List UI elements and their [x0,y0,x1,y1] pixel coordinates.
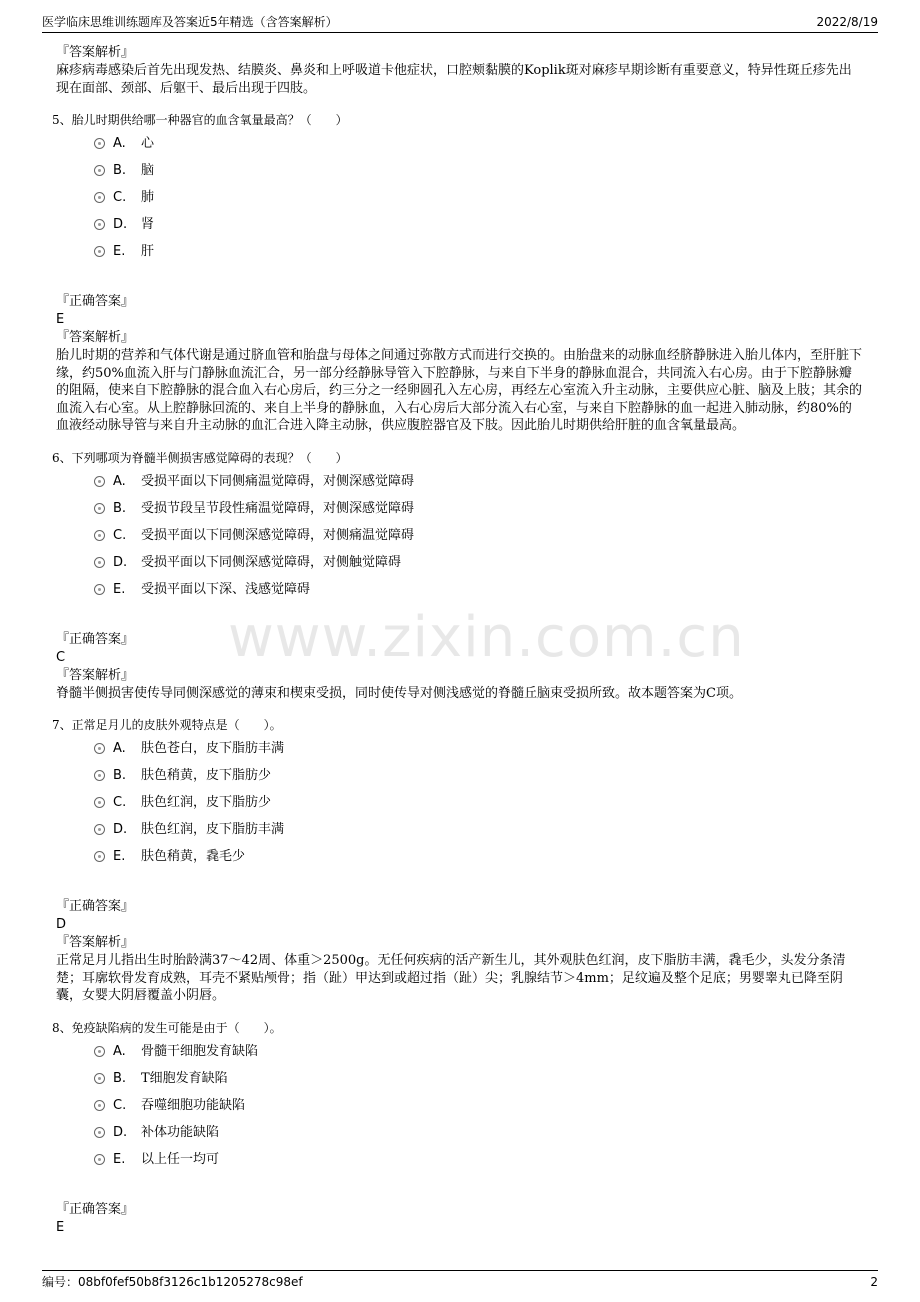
option-item[interactable] [94,242,862,269]
option-text: 受损平面以下同侧深感觉障碍，对侧触觉障碍 [141,554,402,570]
option-item[interactable] [94,472,862,499]
option-item[interactable] [94,820,862,847]
option-letter: A. [113,1043,126,1059]
option-item[interactable] [94,580,862,607]
analysis-text: 麻疹病毒感染后首先出现发热、结膜炎、鼻炎和上呼吸道卡他症状，口腔颊黏膜的Koplik斑对麻疹早期诊断有重要意义，特异性斑丘疹先出现在面部、颈部、后躯干、最后出现于四肢。 [56,63,852,96]
option-letter: B. [113,163,127,178]
option-letter: A. [113,741,126,756]
question-block [52,716,862,1019]
question-stem: 6、下列哪项为脊髓半侧损害感觉障碍的表现？（ ） [52,450,348,465]
radio-button-icon[interactable] [94,138,105,149]
option-text: 肾 [141,217,155,232]
radio-button-icon[interactable] [94,584,105,595]
correct-answer-value: E [56,312,65,327]
question-block [52,111,863,449]
watermark: www.zixin.com.cn [228,605,745,670]
correct-answer-value: C [56,649,66,665]
option-text: 受损平面以下同侧痛温觉障碍，对侧深感觉障碍 [141,473,415,489]
option-item[interactable] [94,134,862,161]
analysis-text: 正常足月儿指出生时胎龄满37～42周、体重＞2500g。无任何疾病的活产新生儿，其外观肤色红润，皮下脂肪丰满，毳毛少，头发分条清楚；耳廓软骨发育成熟，耳壳不紧贴颅骨；指（趾）甲达到或超过指（趾）尖；乳腺结节＞4mm；足纹遍及整个足底；男婴睾丸已降至阴囊，女婴大阴唇覆盖小阴唇。 [56,953,846,1003]
radio-button-icon[interactable] [94,503,105,514]
option-letter: D. [113,1124,128,1140]
option-item[interactable] [94,161,862,188]
option-text: 受损平面以下同侧深感觉障碍，对侧痛温觉障碍 [141,527,415,543]
question-stem: 8、免疫缺陷病的发生可能是由于（ ）。 [52,1020,282,1035]
option-item[interactable] [94,739,862,766]
radio-button-icon[interactable] [94,1154,105,1165]
option-letter: E. [113,849,126,864]
page-number: 2 [870,1275,878,1289]
option-item[interactable] [94,1069,862,1096]
radio-button-icon[interactable] [94,557,105,568]
option-text: 肤色稍黄，皮下脂肪少 [141,768,272,783]
option-text: 肝 [141,244,155,259]
document-title: 医学临床思维训练题库及答案近5年精选（含答案解析） [42,15,338,29]
radio-button-icon[interactable] [94,851,105,862]
question-block [52,449,862,717]
option-item[interactable] [94,1096,862,1123]
correct-answer-label: 『正确答案』 [56,294,135,309]
option-text: 骨髓干细胞发育缺陷 [141,1043,259,1059]
correct-answer-label: 『正确答案』 [56,1201,135,1217]
option-text: 肤色红润，皮下脂肪丰满 [141,822,285,837]
option-list [94,472,862,607]
radio-button-icon[interactable] [94,476,105,487]
analysis-label: 『答案解析』 [56,667,135,683]
option-list [94,739,862,874]
option-text: 心 [141,136,155,151]
option-letter: E. [113,1151,126,1167]
radio-button-icon[interactable] [94,192,105,203]
option-item[interactable] [94,766,862,793]
option-item[interactable] [94,526,862,553]
option-item[interactable] [94,793,862,820]
option-letter: C. [113,190,127,205]
correct-answer-label: 『正确答案』 [56,631,135,647]
radio-button-icon[interactable] [94,165,105,176]
correct-answer-value: D [56,917,67,932]
radio-button-icon[interactable] [94,219,105,230]
radio-button-icon[interactable] [94,530,105,541]
option-text: 受损平面以下深、浅感觉障碍 [141,581,311,597]
radio-button-icon[interactable] [94,770,105,781]
option-item[interactable] [94,188,862,215]
option-letter: B. [113,500,127,516]
option-item[interactable] [94,215,862,242]
analysis-text: 脊髓半侧损害使传导同侧深感觉的薄束和楔束受损，同时使传导对侧浅感觉的脊髓丘脑束受损所致。故本题答案为C项。 [56,685,742,701]
document-date: 2022/8/19 [816,15,878,29]
option-text: 肤色苍白，皮下脂肪丰满 [141,741,285,756]
option-text: T细胞发育缺陷 [141,1070,228,1086]
option-text: 肤色稍黄，毳毛少 [141,849,246,864]
radio-button-icon[interactable] [94,1046,105,1057]
correct-answer-label: 『正确答案』 [56,899,135,914]
option-letter: D. [113,822,128,837]
option-text: 以上任一均可 [141,1151,220,1167]
option-letter: D. [113,217,128,232]
option-letter: C. [113,795,127,810]
option-letter: C. [113,527,127,543]
option-letter: E. [113,244,126,259]
option-list [94,134,862,269]
question-block [52,1019,862,1237]
analysis-label: 『答案解析』 [56,935,135,950]
option-letter: C. [113,1097,127,1113]
option-letter: D. [113,554,128,570]
question-stem: 5、胎儿时期供给哪一种器官的血含氧量最高？（ ） [52,113,348,127]
analysis-label: 『答案解析』 [56,45,135,60]
radio-button-icon[interactable] [94,743,105,754]
page-footer [42,1270,878,1291]
option-letter: E. [113,581,126,597]
radio-button-icon[interactable] [94,797,105,808]
document-code: 编号：08bf0fef50b8f3126c1b1205278c98ef [42,1275,303,1289]
document-body [52,44,863,1237]
option-list [94,1042,862,1177]
option-letter: B. [113,1070,127,1086]
correct-answer-value: E [56,1219,65,1235]
option-item[interactable] [94,1150,862,1177]
radio-button-icon[interactable] [94,1127,105,1138]
question-stem: 7、正常足月儿的皮肤外观特点是（ ）。 [52,718,282,732]
option-letter: B. [113,768,127,783]
radio-button-icon[interactable] [94,246,105,257]
analysis-label: 『答案解析』 [56,330,135,345]
option-item[interactable] [94,499,862,526]
option-text: 吞噬细胞功能缺陷 [141,1097,246,1113]
radio-button-icon[interactable] [94,1100,105,1111]
option-text: 受损节段呈节段性痛温觉障碍，对侧深感觉障碍 [141,500,415,516]
option-text: 补体功能缺陷 [141,1124,220,1140]
option-item[interactable] [94,1042,862,1069]
page-header [42,12,878,33]
analysis-text: 胎儿时期的营养和气体代谢是通过脐血管和胎盘与母体之间通过弥散方式而进行交换的。由胎盘来的动脉血经脐静脉进入胎儿体内，至肝脏下缘，约50%血流入肝与门静脉血流汇合，另一部分经静脉导管入下腔静脉，与来自下半身的静脉血混合，共同流入右心房。由于下腔静脉瓣的阻隔，使来自下腔静脉的混合血入右心房后，约三分之一经卵圆孔入左心房，再经左心室流入升主动脉，主要供应心脏、脑及上肢；其余的血流入右心室。从上腔静脉回流的、来自上半身的静脉血，入右心房后大部分流入右心室，与来自下腔静脉的血一起进入肺动脉，约80%的血液经动脉导管与来自升主动脉的血汇合进入降主动脉，供应腹腔器官及下肢。因此胎儿时期供给肝脏的血含氧量最高。 [56,348,863,433]
question-list [52,111,863,1237]
option-text: 肤色红润，皮下脂肪少 [141,795,272,810]
radio-button-icon[interactable] [94,1073,105,1084]
option-text: 脑 [141,163,155,178]
option-letter: A. [113,473,126,489]
option-item[interactable] [94,553,862,580]
option-letter: A. [113,136,126,151]
radio-button-icon[interactable] [94,824,105,835]
option-item[interactable] [94,847,862,874]
option-item[interactable] [94,1123,862,1150]
option-text: 肺 [141,190,155,205]
